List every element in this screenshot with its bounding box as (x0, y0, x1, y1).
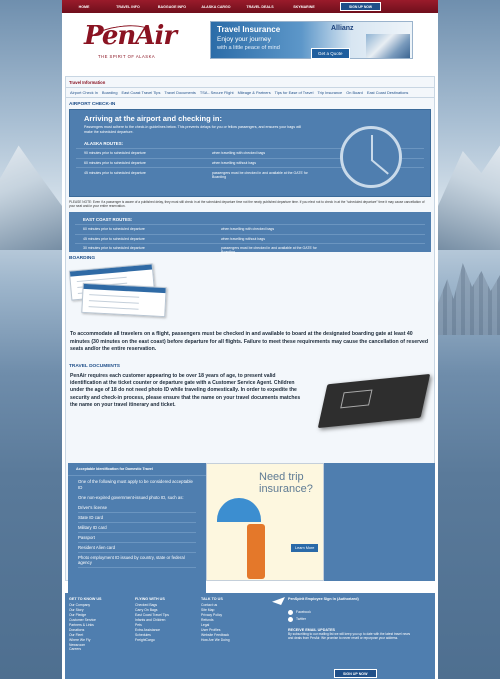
checkin-note: PLEASE NOTE: Even if a passenger is aware of a published delay, they must still check in at the scheduled departure time not the newly published departure time. If you elect not to check in at the "scheduled departure" time it may cause cancellation of your seat and/or your entire reservation. (69, 200, 425, 209)
route-time: 45 minutes prior to scheduled departure (83, 236, 145, 241)
route-condition: passengers must be checked in and available at the GATE for Boarding (221, 246, 317, 255)
footer-right (272, 597, 430, 676)
background-mountain-right (438, 140, 500, 250)
footer-link[interactable]: Pets (135, 622, 142, 627)
background-mountain-left (0, 140, 62, 250)
pass-line (89, 294, 139, 298)
route-condition: passengers must be checked in and available at the GATE for Boarding (212, 170, 308, 179)
nav-baggage-info[interactable]: BAGGAGE INFO (157, 4, 187, 9)
employee-signin-link[interactable]: PenSpirit Employee Sign In (Authorized) (288, 597, 359, 601)
footer-link[interactable]: Extra Assistance (135, 627, 161, 632)
clock-hand-hour (371, 135, 373, 160)
site-footer (65, 593, 435, 679)
breadcrumb[interactable]: Travel Information (66, 77, 434, 88)
penair-logo[interactable] (84, 21, 177, 65)
tab-trip-insurance[interactable]: Trip Insurance (317, 90, 343, 95)
boarding-paragraph: To accommodate all travelers on a flight, passengers must be checked in and available to board at the designated boarding gate at least 40 minutes (30 minutes on the east coast) before departure for all flights. Failure to meet these requirements may cause the cancellation of reserved seats and/or the entire reservation. (70, 330, 429, 353)
tab-east-coast-travel-tips[interactable]: East Coast Travel Tips (121, 90, 161, 95)
pass-line (77, 277, 127, 282)
logo-wordmark: PenAir (84, 21, 177, 51)
person-illustration (247, 524, 265, 579)
pass-line (89, 306, 139, 310)
nav-skymarine[interactable]: SKYMARINE (293, 4, 315, 9)
list-item: Driver's license (78, 503, 196, 513)
nav-signup-button[interactable]: SIGN UP NOW (340, 2, 381, 11)
passport-icon (318, 373, 430, 427)
route-time: 60 minutes prior to scheduled departure (83, 227, 145, 232)
footer-col-flying (135, 597, 169, 643)
top-navigation (62, 0, 438, 13)
ad-photo (366, 34, 410, 58)
tab-on-board[interactable]: On Board (346, 90, 363, 95)
checkin-panel (69, 109, 431, 197)
footer-link[interactable]: Our Company (69, 603, 91, 607)
id-intro-2: One non-expired government-issued photo ID, such as: (78, 494, 184, 500)
boarding-pass (81, 283, 166, 317)
ad-quote-button[interactable]: Get a Quote (311, 48, 350, 59)
route-time: 90 minutes prior to scheduled departure (84, 151, 146, 156)
checkin-heading: Arriving at the airport and checking in: (84, 114, 222, 123)
docs-section-title: TRAVEL DOCUMENTS (69, 363, 120, 369)
footer-col-about (69, 597, 102, 652)
nav-travel-info[interactable]: TRAVEL INFO (116, 4, 140, 9)
route-condition: when travelling without bags (221, 236, 265, 241)
tab-tsa-secure-flight[interactable]: TSA - Secure Flight (199, 90, 234, 95)
pass-strip (70, 264, 152, 276)
travel-insurance-ad[interactable] (210, 21, 413, 59)
id-list (68, 501, 206, 570)
insurance-question: Need trip insurance? (259, 471, 313, 495)
logo-tagline: THE SPIRIT OF ALASKA (98, 54, 156, 59)
footer-link[interactable]: Newsroom (69, 642, 86, 647)
footer-link[interactable]: Carry On Bags (135, 607, 158, 612)
id-heading: Acceptable Identification for Domestic Travel (68, 463, 206, 476)
facebook-label: Facebook (296, 610, 311, 614)
tab-boarding[interactable]: Boarding (101, 90, 118, 95)
background-city (438, 255, 500, 335)
footer-link[interactable]: Site Map (201, 607, 215, 612)
umbrella-icon (217, 498, 261, 522)
site-header (62, 13, 438, 68)
tab-east-coast-destinations[interactable]: East Coast Destinations (366, 90, 409, 95)
footer-link[interactable]: Checked Bags (135, 603, 158, 607)
facebook-icon (288, 610, 293, 615)
footer-link[interactable]: Infants and Children (135, 617, 166, 622)
tab-mileage-partners[interactable]: Mileage & Partners (237, 90, 271, 95)
footer-link[interactable]: User Profiles (201, 627, 221, 632)
footer-heading: GET TO KNOW US (69, 597, 102, 601)
footer-link[interactable]: Our Fleet (69, 632, 84, 637)
insurance-promo[interactable] (206, 463, 324, 581)
checkin-section-title: AIRPORT CHECK-IN (69, 102, 116, 107)
blue-fill-panel (324, 463, 435, 581)
email-updates-heading: RECEIVE EMAIL UPDATES (288, 627, 335, 632)
footer-link[interactable]: Privacy Policy (201, 612, 223, 617)
footer-link[interactable]: Our Story (69, 607, 84, 612)
twitter-label: Twitter (296, 617, 306, 622)
sub-tabs (66, 88, 434, 98)
table-row (75, 243, 425, 257)
boarding-section-title: BOARDING (69, 255, 96, 261)
footer-heading: FLYING WITH US (135, 597, 165, 601)
social-links (272, 609, 430, 624)
nav-alaska-cargo[interactable]: ALASKA CARGO (201, 4, 231, 9)
id-insurance-row (65, 463, 435, 591)
footer-link[interactable]: East Coast Travel Tips (135, 612, 169, 617)
footer-link[interactable]: Schedules (135, 632, 151, 637)
tab-airport-check-in[interactable]: Airport Check In (70, 90, 98, 95)
footer-link[interactable]: Website Feedback (201, 632, 230, 637)
footer-link[interactable]: Refunds (201, 617, 214, 622)
email-updates-text: By subscribing to our mailing list we will keep you up to date with the latest travel news and deals from PenAir. We promise to never resell or repurpose your address. (288, 631, 411, 641)
table-row (75, 234, 425, 244)
footer-heading: TALK TO US (201, 597, 223, 601)
list-item: Photo employment ID issued by country, state or federal agency (78, 553, 196, 568)
footer-link[interactable]: Partners & Links (69, 622, 94, 627)
learn-more-button[interactable]: Learn More (291, 544, 318, 552)
ad-brand: Allianz (331, 25, 354, 32)
footer-signup-button[interactable]: SIGN UP NOW (334, 669, 377, 678)
list-item: Passport (78, 533, 196, 543)
footer-link[interactable]: Legal (201, 622, 210, 627)
route-condition: when travelling without bags (212, 160, 256, 165)
boarding-pass-image (66, 263, 434, 325)
docs-paragraph: PenAir requires each customer appearing to be over 18 years of age, to present valid identification at the ticket counter or departure gate with a Customer Service Agent. Children under the age of 18 do not need photo ID while traveling domestically. In order to expedite the security and check-in process, please ensure that the name on your travel documents matches the name on your travel itinerary and ticket. (70, 372, 301, 409)
footer-col-contact (201, 597, 230, 643)
route-time: 60 minutes prior to scheduled departure (84, 160, 146, 165)
footer-link[interactable]: Donations (69, 627, 85, 632)
route-time: 30 minutes prior to scheduled departure (83, 246, 145, 251)
east-routes-table (75, 224, 425, 257)
twitter-icon (288, 617, 293, 622)
footer-link[interactable]: FreightCargo (135, 637, 155, 642)
list-item: State ID card (78, 513, 196, 523)
ad-line2: with a little peace of mind (217, 45, 280, 51)
clock-hand-minute (371, 159, 389, 175)
route-condition: when travelling with checked bags (212, 151, 266, 156)
id-intro: One of the following must apply to be considered acceptable ID (78, 479, 193, 490)
tab-travel-documents[interactable]: Travel Documents (164, 90, 196, 95)
footer-link[interactable]: Where We Fly (69, 637, 91, 642)
footer-link[interactable]: Our Pledge (69, 612, 87, 617)
id-panel (68, 463, 206, 603)
nav-home[interactable]: HOME (78, 4, 90, 9)
clock-icon (340, 126, 402, 188)
east-coast-panel (69, 212, 431, 255)
page-container (62, 13, 438, 679)
list-item: Resident Alien card (78, 543, 196, 553)
footer-link[interactable]: Customer Service (69, 617, 96, 622)
route-condition: when travelling with checked bags (221, 227, 275, 232)
route-time: 45 minutes prior to scheduled departure (84, 170, 146, 175)
east-routes-title: EAST COAST ROUTES: (83, 216, 133, 222)
checkin-lead: Passengers must adhere to the check-in guidelines below. This prevents delays for you or fellow passengers, and ensures your bags will make the scheduled departure. (84, 125, 302, 135)
footer-link[interactable]: Careers (69, 647, 82, 652)
footer-link[interactable]: How Are We Doing (201, 637, 230, 642)
alaska-routes-title: ALASKA ROUTES: (84, 141, 124, 147)
ad-line1: Enjoy your journey (217, 36, 271, 43)
passport-emblem (340, 389, 372, 408)
list-item: Military ID card (78, 523, 196, 533)
twitter-link[interactable] (288, 616, 430, 623)
tab-tips-ease-of-travel[interactable]: Tips for Ease of Travel (274, 90, 314, 95)
pass-line (89, 300, 139, 304)
footer-link[interactable]: Contact us (201, 603, 218, 607)
table-row (75, 224, 425, 234)
facebook-link[interactable] (288, 609, 430, 616)
nav-travel-deals[interactable]: TRAVEL DEALS (246, 4, 274, 9)
ad-title: Travel Insurance (217, 25, 281, 34)
